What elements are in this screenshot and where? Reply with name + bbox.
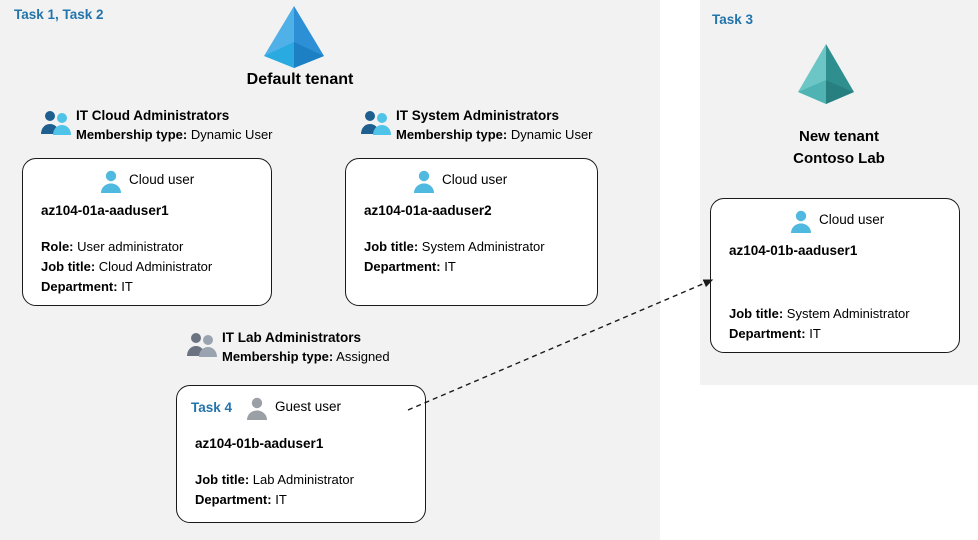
department-value: IT	[809, 326, 821, 341]
group-system-admins-name: IT System Administrators	[396, 108, 560, 123]
job-title-label: Job title:	[41, 259, 96, 274]
user-property-job-title	[41, 257, 212, 277]
job-title-value: System Administrator	[421, 239, 545, 254]
azure-ad-pyramid-icon	[786, 42, 866, 109]
user-type-label: Guest user	[275, 399, 342, 414]
task-label-3: Task 3	[712, 12, 754, 27]
department-label: Department:	[729, 326, 806, 341]
job-title-value: Lab Administrator	[252, 472, 354, 487]
user-principal-name: az104-01a-aaduser1	[41, 203, 169, 218]
group-system-admins-membership	[396, 125, 593, 144]
user-principal-name: az104-01b-aaduser1	[195, 436, 324, 451]
user-property-job-title	[195, 470, 354, 490]
user-properties	[729, 304, 910, 344]
task-label-4: Task 4	[191, 400, 233, 415]
group-lab-admins-name: IT Lab Administrators	[222, 330, 362, 345]
group-system-admins-text	[396, 106, 593, 144]
new-tenant-title-line2: Contoso Lab	[793, 150, 885, 167]
membership-type-value: Dynamic User	[190, 127, 273, 142]
department-value: IT	[121, 279, 133, 294]
user-principal-name: az104-01a-aaduser2	[364, 203, 492, 218]
department-label: Department:	[364, 259, 441, 274]
job-title-value: Cloud Administrator	[98, 259, 213, 274]
group-users-icon	[40, 108, 72, 141]
user-card-header	[346, 169, 597, 195]
cloud-user-icon	[412, 169, 436, 198]
user-property-department	[364, 257, 545, 277]
user-property-job-title	[729, 304, 910, 324]
role-value: User administrator	[77, 239, 184, 254]
user-card-header	[23, 169, 271, 195]
job-title-value: System Administrator	[786, 306, 910, 321]
department-label: Department:	[195, 492, 272, 507]
user-property-department	[729, 324, 910, 344]
job-title-label: Job title:	[364, 239, 419, 254]
membership-type-value: Assigned	[336, 349, 390, 364]
role-label: Role:	[41, 239, 74, 254]
membership-type-label: Membership type:	[222, 349, 334, 364]
user-card-az104-01a-aaduser1	[22, 158, 272, 306]
job-title-label: Job title:	[729, 306, 784, 321]
group-lab-admins-membership	[222, 347, 390, 366]
user-principal-name: az104-01b-aaduser1	[729, 243, 858, 258]
user-properties	[364, 237, 545, 277]
user-card-az104-01b-aaduser1	[710, 198, 960, 353]
user-type-label: Cloud user	[819, 212, 885, 227]
user-properties	[195, 470, 354, 510]
guest-user-icon	[245, 396, 269, 425]
new-tenant-title	[706, 126, 972, 170]
group-cloud-admins-name: IT Cloud Administrators	[76, 108, 230, 123]
membership-type-label: Membership type:	[396, 127, 508, 142]
group-cloud-admins-text	[76, 106, 273, 144]
task-label-1-2: Task 1, Task 2	[14, 7, 104, 22]
group-lab-admins-text	[222, 328, 390, 366]
cloud-user-icon	[789, 209, 813, 238]
user-card-guest-az104-01b-aaduser1	[176, 385, 426, 523]
azure-ad-pyramid-icon	[252, 4, 336, 73]
group-users-icon	[186, 330, 218, 363]
group-cloud-admins-membership	[76, 125, 273, 144]
membership-type-value: Dynamic User	[510, 127, 593, 142]
user-property-department	[41, 277, 212, 297]
job-title-label: Job title:	[195, 472, 250, 487]
membership-type-label: Membership type:	[76, 127, 188, 142]
user-card-header	[177, 396, 425, 422]
default-tenant-title: Default tenant	[246, 71, 354, 88]
group-users-icon	[360, 108, 392, 141]
user-card-header	[711, 209, 959, 235]
new-tenant-title-line1: New tenant	[798, 128, 879, 145]
department-label: Department:	[41, 279, 118, 294]
user-properties	[41, 237, 212, 297]
department-value: IT	[275, 492, 287, 507]
user-property-role	[41, 237, 212, 257]
user-type-label: Cloud user	[129, 172, 195, 187]
user-property-job-title	[364, 237, 545, 257]
user-type-label: Cloud user	[442, 172, 508, 187]
cloud-user-icon	[99, 169, 123, 198]
user-property-department	[195, 490, 354, 510]
user-card-az104-01a-aaduser2	[345, 158, 598, 306]
department-value: IT	[444, 259, 456, 274]
